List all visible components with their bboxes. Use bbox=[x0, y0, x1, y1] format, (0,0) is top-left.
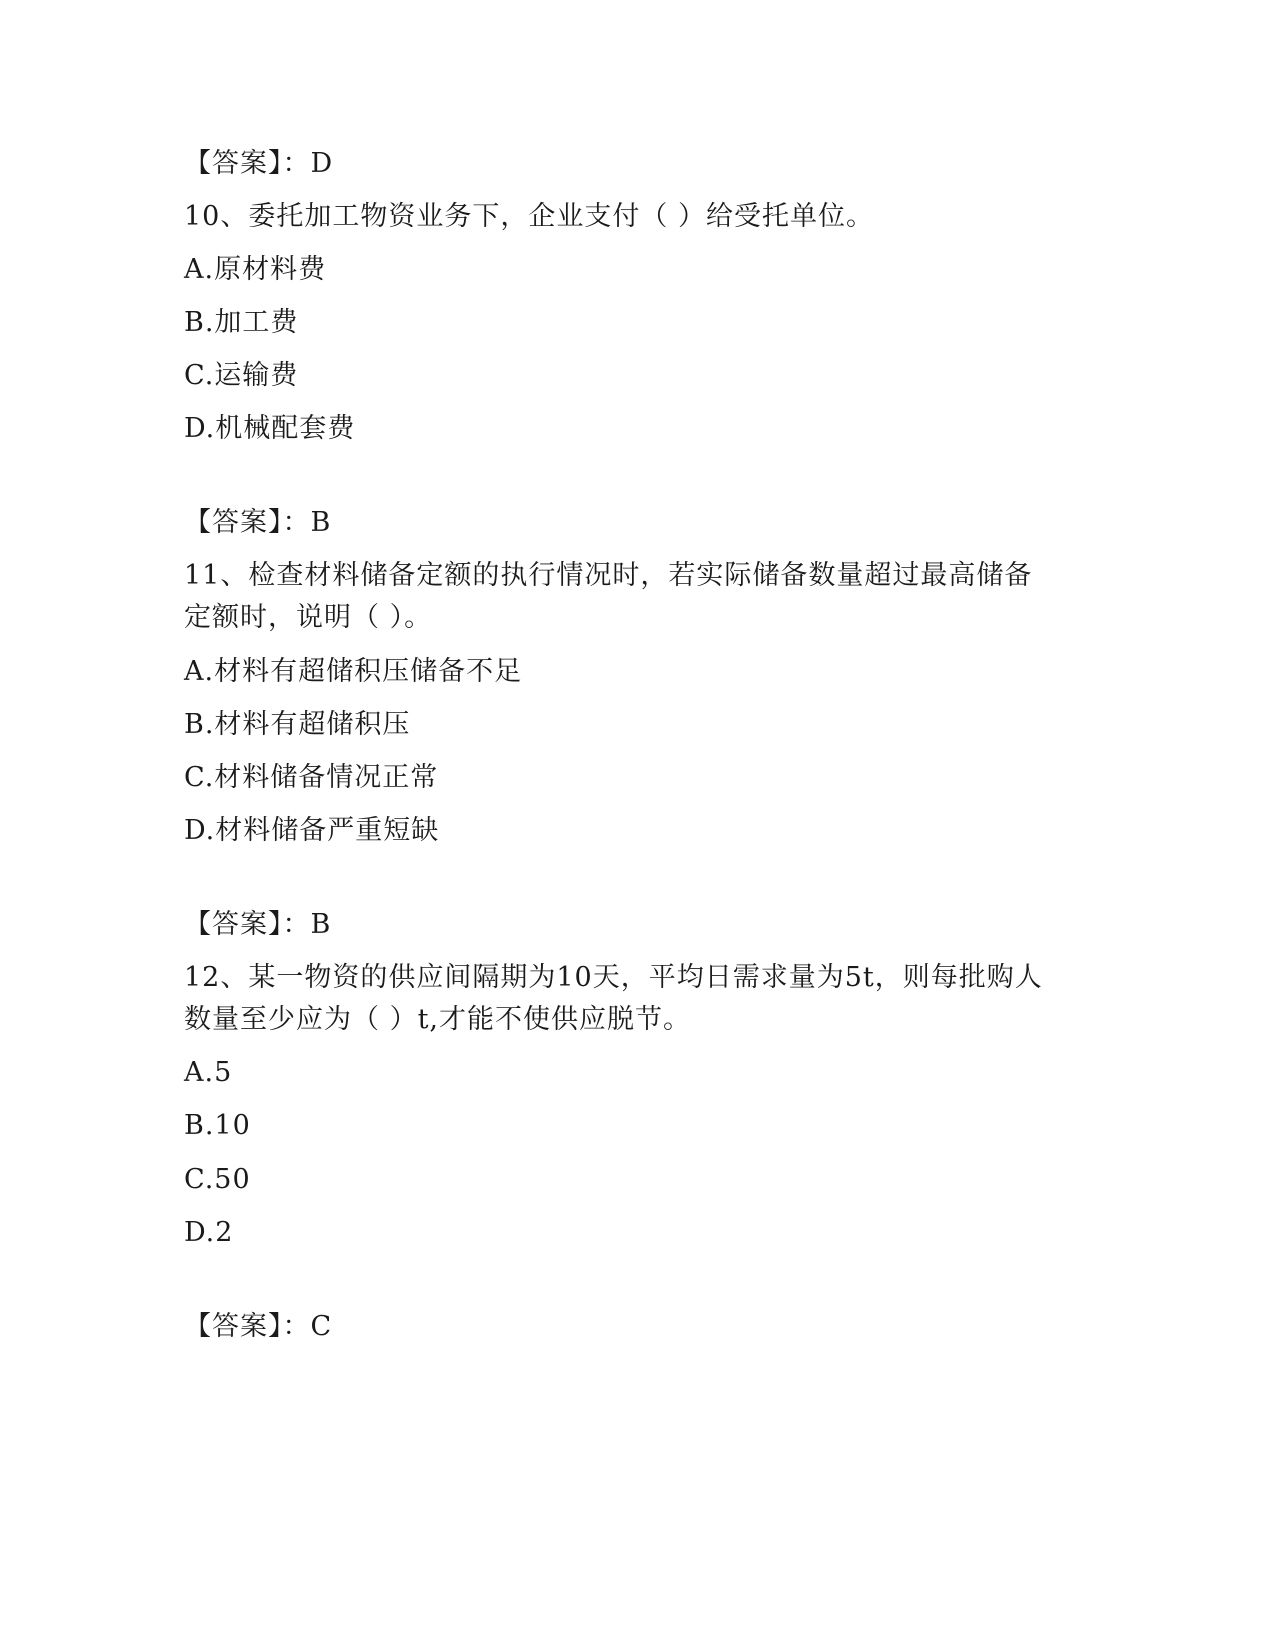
question-12-option-a: A.5 bbox=[184, 1057, 233, 1088]
question-12-answer: 【答案】：C bbox=[184, 1311, 333, 1342]
question-10-option-b: B.加工费 bbox=[184, 307, 299, 338]
question-10-stem: 10、委托加工物资业务下，企业支付（ ）给受托单位。 bbox=[184, 201, 874, 232]
question-11-answer: 【答案】：B bbox=[184, 909, 332, 940]
question-11-option-d: D.材料储备严重短缺 bbox=[184, 815, 440, 846]
question-12-stem-line-2: 数量至少应为（ ）t,才能不使供应脱节。 bbox=[184, 1004, 692, 1035]
question-10-answer: 【答案】：B bbox=[184, 507, 332, 538]
question-11-option-c: C.材料储备情况正常 bbox=[184, 762, 439, 793]
question-12-stem-line-1: 12、某一物资的供应间隔期为10天，平均日需求量为5t，则每批购人 bbox=[184, 962, 1043, 993]
question-11-stem-line-1: 11、检查材料储备定额的执行情况时，若实际储备数量超过最高储备 bbox=[184, 560, 1033, 591]
question-11-stem-line-2: 定额时，说明（ ）。 bbox=[184, 602, 433, 633]
question-11-option-a: A.材料有超储积压储备不足 bbox=[184, 656, 523, 687]
answer-line: 【答案】：D bbox=[184, 148, 334, 179]
question-11-option-b: B.材料有超储积压 bbox=[184, 709, 411, 740]
question-10-option-c: C.运输费 bbox=[184, 360, 299, 391]
question-10-option-a: A.原材料费 bbox=[184, 254, 327, 285]
question-12-option-b: B.10 bbox=[184, 1110, 251, 1141]
question-12-option-d: D.2 bbox=[184, 1217, 234, 1248]
question-10-option-d: D.机械配套费 bbox=[184, 413, 356, 444]
question-12-option-c: C.50 bbox=[184, 1164, 251, 1195]
